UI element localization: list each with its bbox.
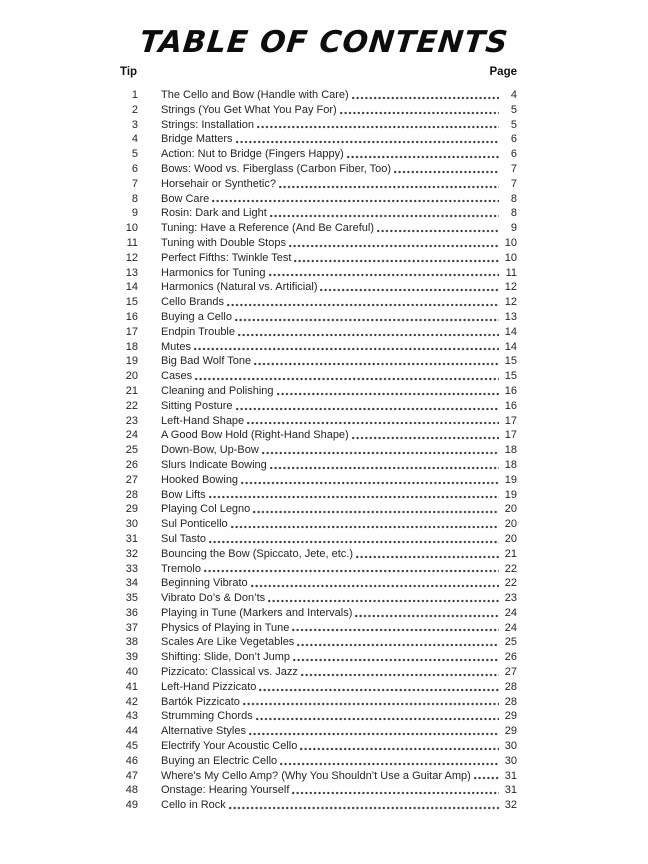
dot-leader [301,673,499,677]
toc-row [100,517,517,532]
tip-number: 1 [131,89,138,101]
entry-title: Hooked Bowing [161,473,239,486]
tip-number: 29 [125,503,138,516]
dot-leader [209,495,499,499]
toc-row [100,428,517,443]
dot-leader [270,214,499,218]
dot-leader [249,732,499,736]
page-number: 10 [504,251,517,264]
dot-leader [204,569,499,573]
dot-leader [292,628,499,632]
page-number: 30 [504,754,517,767]
toc-row [100,724,517,739]
tip-number: 9 [131,207,138,220]
tip-number: 16 [125,310,138,323]
entry-title: Tuning: Have a Reference (And Be Careful) [161,222,374,235]
tip-number: 5 [131,148,138,161]
tip-number: 12 [125,251,138,264]
dot-leader [289,244,499,248]
dot-leader [236,407,499,411]
page-number: 11 [505,266,517,279]
entry-title: Sul Tasto [161,532,207,545]
entry-title: Down-Bow, Up-Bow [161,444,259,457]
dot-leader [320,288,499,292]
page-number: 15 [504,355,517,368]
page-number: 31 [504,769,517,782]
tip-number: 30 [125,518,138,531]
entry-title: Rosin: Dark and Light [161,207,267,220]
column-headers [100,65,517,79]
entry-title: Playing in Tune (Markers and Intervals) [161,606,353,619]
page-number: 6 [510,148,517,161]
dot-leader [195,377,499,381]
toc-row [100,162,517,177]
tip-number: 8 [131,192,138,205]
entry-title: Tremolo [161,562,201,575]
page-number: 29 [504,710,517,723]
tip-number: 21 [125,384,138,397]
dot-leader [259,688,499,692]
entry-title: Harmonics (Natural vs. Artificial) [161,281,318,294]
dot-leader [294,259,499,263]
tip-number: 22 [125,399,138,412]
dot-leader [297,643,499,647]
dot-leader [356,555,499,559]
tip-number: 13 [125,266,138,279]
toc-row [100,562,517,577]
toc-row [100,739,517,754]
tip-number: 40 [125,666,138,679]
tip-number: 49 [125,799,138,812]
toc-row [100,280,517,295]
toc-row [100,591,517,606]
toc-row [100,547,517,562]
dot-leader [352,436,499,440]
toc-row [100,754,517,769]
entry-title: Left-Hand Pizzicato [161,680,257,693]
dot-leader [251,584,499,588]
tip-number: 37 [125,621,138,634]
page-number: 17 [504,429,517,442]
entry-title: Where’s My Cello Amp? (Why You Shouldn’t Use a Guitar Amp) [161,769,471,782]
page-number: 24 [504,621,517,634]
entry-title: Buying a Cello [161,310,232,323]
toc-row [100,576,517,591]
page-number: 31 [504,784,517,797]
page-number: 20 [504,503,517,516]
toc-row [100,310,517,325]
dot-leader [229,806,499,810]
entry-title: Cello Brands [161,296,224,309]
entry-title: Physics of Playing in Tune [161,621,290,634]
dot-leader [257,125,499,129]
tip-number: 26 [125,458,138,471]
toc-row [100,236,517,251]
dot-leader [231,525,499,529]
tip-number: 38 [125,636,138,649]
toc-row [100,650,517,665]
entry-title: Perfect Fifths: Twinkle Test [161,251,292,264]
dot-leader [277,392,499,396]
tip-number: 2 [131,103,138,116]
tip-number: 6 [131,162,138,175]
dot-leader [238,333,499,337]
tip-number: 48 [125,784,138,797]
tip-number: 20 [125,370,138,383]
page-number: 22 [504,562,517,575]
page-number: 5 [510,103,517,116]
entry-title: Big Bad Wolf Tone [161,355,252,368]
toc-row [100,680,517,695]
tip-number: 15 [125,296,138,309]
page-number: 30 [504,740,517,753]
toc-row [100,266,517,281]
page-title: TABLE OF CONTENTS [137,25,511,60]
page-number: 8 [510,192,517,205]
entry-title: Scales Are Like Vegetables [161,636,295,649]
entry-title: Cello in Rock [161,799,226,812]
entry-title: Strings (You Get What You Pay For) [161,103,337,116]
page-number: 17 [504,414,517,427]
toc-row [100,132,517,147]
dot-leader [236,140,499,144]
toc-row [100,635,517,650]
page-number: 29 [504,725,517,738]
entry-title: Vibrato Do’s & Don’ts [161,592,266,605]
toc-row [100,473,517,488]
tip-number: 33 [125,562,138,575]
tip-number: 18 [125,340,138,353]
entry-title: Alternative Styles [161,725,246,738]
page-number: 19 [504,488,517,501]
toc-row [100,221,517,236]
dot-leader [293,658,499,662]
page-number: 20 [504,532,517,545]
page-number: 10 [504,236,517,249]
entry-title: Sitting Posture [161,399,233,412]
tip-column-header: Tip [120,66,138,78]
entry-title: Bridge Matters [161,133,233,146]
page-number: 26 [504,651,517,664]
entry-title: Action: Nut to Bridge (Fingers Happy) [161,148,344,161]
entry-title: Bows: Wood vs. Fiberglass (Carbon Fiber, Too) [161,162,392,175]
toc-row [100,251,517,266]
entry-title: Bow Care [161,192,210,205]
tip-number: 4 [131,133,138,146]
tip-number: 34 [125,577,138,590]
page-number: 23 [504,592,517,605]
page-number: 28 [504,695,517,708]
tip-number: 32 [125,547,138,560]
toc-row [100,783,517,798]
tip-number: 28 [125,488,138,501]
toc-row [100,488,517,503]
toc-row [100,695,517,710]
entry-title: Playing Col Legno [161,503,251,516]
tip-number: 14 [125,281,138,294]
toc-row [100,798,517,813]
dot-leader [474,776,499,780]
entry-title: Horsehair or Synthetic? [161,177,276,190]
toc-row [100,532,517,547]
tip-number: 25 [125,444,138,457]
tip-number: 24 [125,429,138,442]
dot-leader [352,96,499,100]
dot-leader [256,717,499,721]
toc-row [100,325,517,340]
tip-number: 42 [125,695,138,708]
dot-leader [268,599,499,603]
page-number: 20 [504,518,517,531]
toc-row [100,354,517,369]
page-number: 27 [504,666,517,679]
entry-title: Strings: Installation [161,118,254,131]
entry-title: Shifting: Slide, Don’t Jump [161,651,291,664]
dot-leader [269,273,499,277]
page-number: 16 [504,399,517,412]
entry-title: Harmonics for Tuning [161,266,266,279]
page-number: 9 [510,222,517,235]
page-number: 19 [504,473,517,486]
page-number: 13 [504,310,517,323]
dot-leader [394,170,499,174]
dot-leader [227,303,499,307]
page-number: 24 [504,606,517,619]
tip-number: 45 [125,740,138,753]
tip-number: 43 [125,710,138,723]
page-number: 4 [510,89,517,101]
tip-number: 39 [125,651,138,664]
dot-leader [254,362,499,366]
entry-title: Onstage: Hearing Yourself [161,784,290,797]
toc-list [100,88,517,813]
dot-leader [279,185,499,189]
dot-leader [300,747,499,751]
tip-number: 11 [126,236,138,249]
entry-title: Bouncing the Bow (Spiccato, Jete, etc.) [161,547,353,560]
page-number: 15 [504,370,517,383]
toc-row [100,88,517,103]
page-column-header: Page [489,66,517,78]
toc-row [100,118,517,133]
entry-title: Pizzicato: Classical vs. Jazz [161,666,298,679]
entry-title: Cleaning and Polishing [161,384,274,397]
toc-row [100,606,517,621]
entry-title: Strumming Chords [161,710,253,723]
tip-number: 3 [131,118,138,131]
tip-number: 10 [125,222,138,235]
entry-title: Bow Lifts [161,488,206,501]
entry-title: Electrify Your Acoustic Cello [161,740,298,753]
tip-number: 23 [125,414,138,427]
tip-number: 35 [125,592,138,605]
page-number: 14 [504,325,517,338]
page-number: 21 [504,547,517,560]
dot-leader [340,111,499,115]
entry-title: Buying an Electric Cello [161,754,278,767]
toc-row [100,206,517,221]
toc-row [100,192,517,207]
toc-row [100,709,517,724]
entry-title: Endpin Trouble [161,325,235,338]
dot-leader [262,451,499,455]
dot-leader [280,762,499,766]
tip-number: 36 [125,606,138,619]
entry-title: Bartók Pizzicato [161,695,240,708]
tip-number: 47 [125,769,138,782]
tip-number: 44 [125,725,138,738]
toc-row [100,414,517,429]
toc-row [100,340,517,355]
toc-row [100,665,517,680]
page-number: 16 [504,384,517,397]
entry-title: Left-Hand Shape [161,414,245,427]
entry-title: Slurs Indicate Bowing [161,458,267,471]
page-number: 18 [504,444,517,457]
dot-leader [355,614,499,618]
toc-row [100,399,517,414]
entry-title: Cases [161,370,193,383]
dot-leader [243,702,499,706]
page-number: 7 [510,162,517,175]
dot-leader [377,229,499,233]
entry-title: Sul Ponticello [161,518,228,531]
toc-content [100,65,517,813]
page-number: 7 [510,177,517,190]
tip-number: 31 [125,532,138,545]
tip-number: 17 [125,325,138,338]
tip-number: 46 [125,754,138,767]
toc-row [100,295,517,310]
toc-row [100,369,517,384]
toc-row [100,103,517,118]
dot-leader [247,421,499,425]
dot-leader [209,540,499,544]
toc-row [100,443,517,458]
page-number: 6 [510,133,517,146]
toc-row [100,502,517,517]
dot-leader [235,318,499,322]
toc-row [100,384,517,399]
toc-row [100,621,517,636]
tip-number: 41 [125,680,138,693]
page-number: 28 [504,680,517,693]
dot-leader [347,155,499,159]
page-number: 18 [504,458,517,471]
page-number: 14 [504,340,517,353]
dot-leader [194,347,499,351]
toc-row [100,177,517,192]
dot-leader [241,481,499,485]
dot-leader [292,791,499,795]
toc-row [100,147,517,162]
toc-row [100,769,517,784]
dot-leader [270,466,499,470]
page-number: 5 [510,118,517,131]
page-number: 12 [504,281,517,294]
toc-row [100,458,517,473]
dot-leader [253,510,499,514]
entry-title: The Cello and Bow (Handle with Care) [161,89,349,101]
page-number: 12 [504,296,517,309]
page-number: 22 [504,577,517,590]
entry-title: A Good Bow Hold (Right-Hand Shape) [161,429,349,442]
page-number: 8 [510,207,517,220]
page-number: 32 [504,799,517,812]
entry-title: Beginning Vibrato [161,577,248,590]
tip-number: 7 [131,177,138,190]
entry-title: Mutes [161,340,191,353]
entry-title: Tuning with Double Stops [161,236,286,249]
tip-number: 27 [125,473,138,486]
tip-number: 19 [125,355,138,368]
dot-leader [212,199,499,203]
page-number: 25 [504,636,517,649]
